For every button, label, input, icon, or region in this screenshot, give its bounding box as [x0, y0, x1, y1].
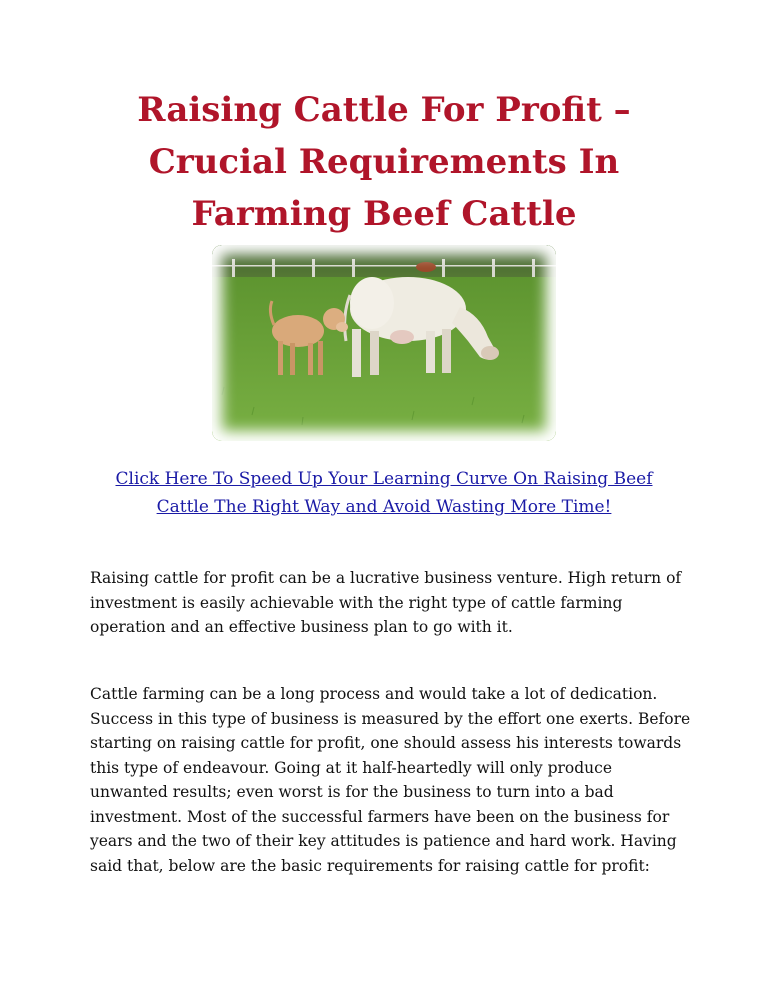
link-line: Click Here To Speed Up Your Learning Curve On Raising Beef: [115, 469, 653, 489]
body-paragraph: [90, 682, 690, 878]
link-line: Cattle The Right Way and Avoid Wasting More Time!: [156, 497, 612, 517]
text-line: this type of endeavour. Going at it half-heartedly will only produce: [90, 758, 613, 777]
title-line: Raising Cattle For Profit –: [137, 90, 631, 130]
document-title: [90, 84, 678, 240]
text-line: unwanted results; even worst is for the business to turn into a bad: [90, 783, 614, 801]
text-line: Success in this type of business is measured by the effort one exerts. Before: [90, 709, 691, 728]
text-line: Cattle farming can be a long process and would take a lot of dedication.: [90, 685, 658, 703]
text-line: said that, below are the basic requirements for raising cattle for profit:: [90, 856, 650, 875]
promo-link-block: [90, 465, 678, 521]
text-line: investment. Most of the successful farmers have been on the business for: [90, 807, 670, 826]
pasture-illustration: [212, 245, 556, 441]
speed-up-learning-link[interactable]: [90, 465, 678, 521]
intro-paragraph: [90, 566, 690, 640]
title-line: Farming Beef Cattle: [191, 194, 577, 234]
text-line: years and the two of their key attitudes is patience and hard work. Having: [90, 832, 677, 850]
cow-and-calf-photo: [212, 245, 556, 441]
title-line: Crucial Requirements In: [148, 142, 620, 182]
text-line: starting on raising cattle for profit, one should assess his interests towards: [90, 734, 682, 752]
text-line: operation and an effective business plan to go with it.: [90, 618, 513, 636]
text-line: Raising cattle for profit can be a lucrative business venture. High return of: [90, 569, 682, 587]
text-line: investment is easily achievable with the right type of cattle farming: [90, 593, 623, 612]
